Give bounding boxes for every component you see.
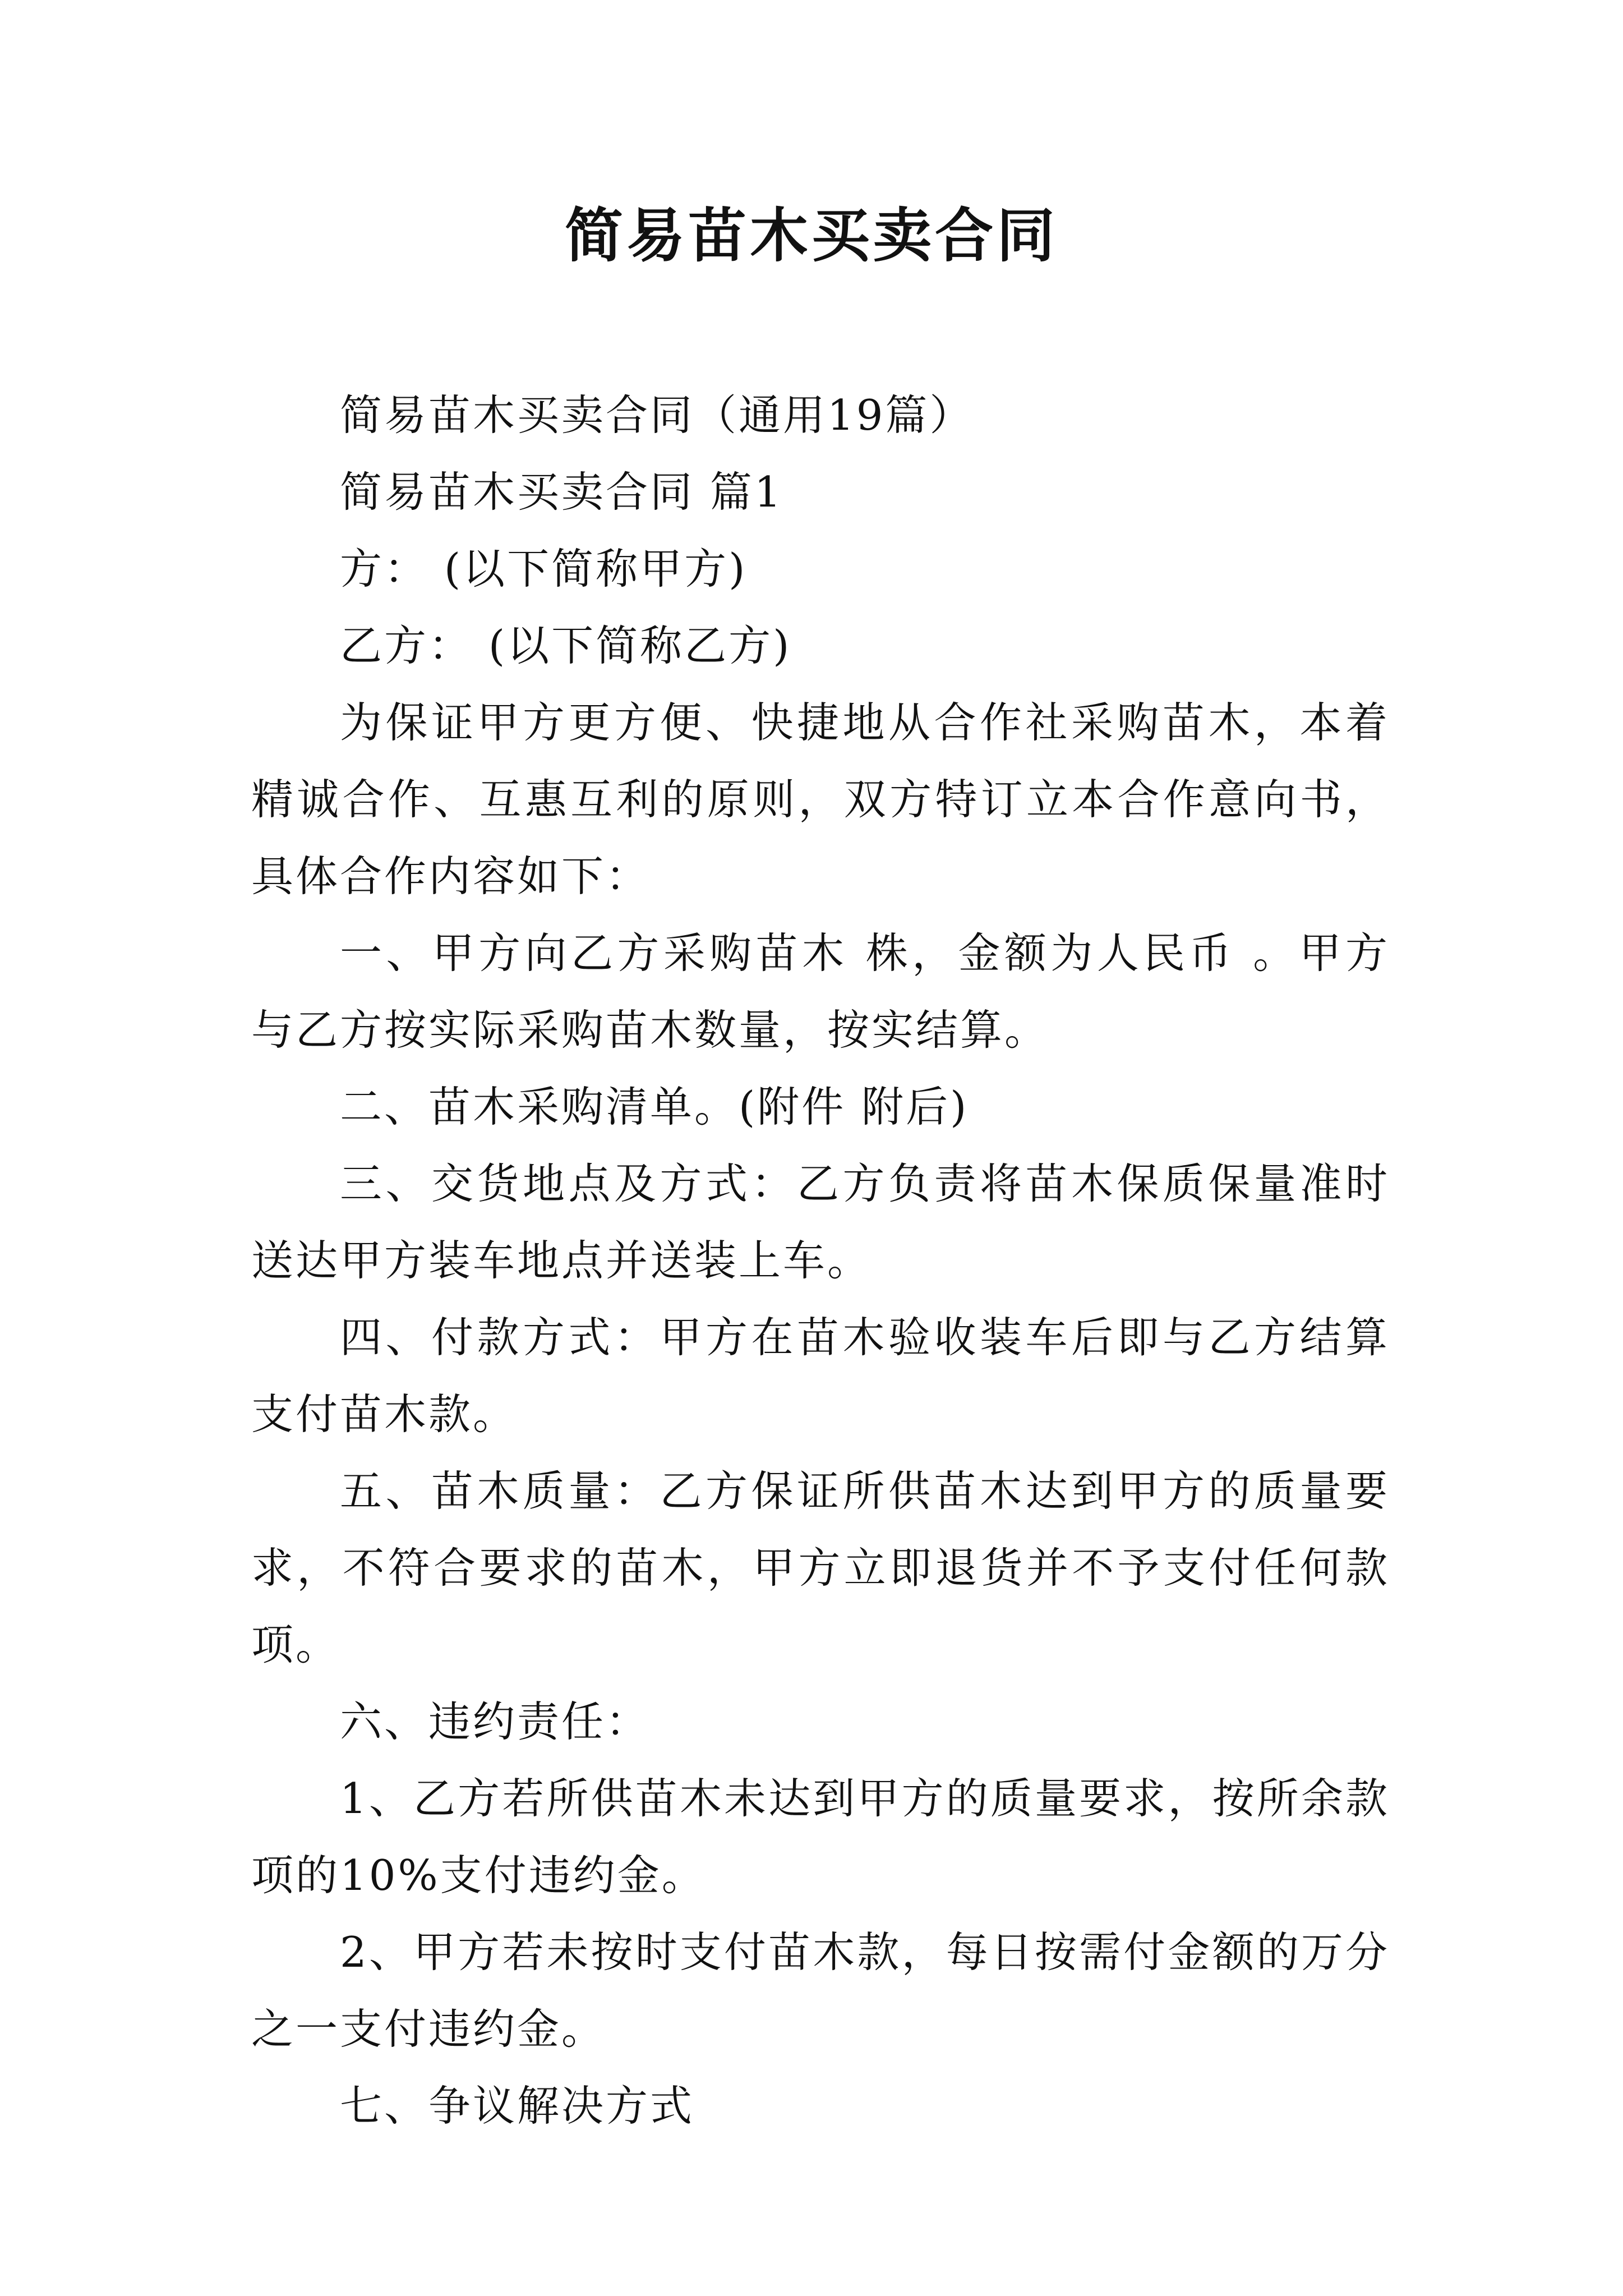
clause-6-heading: 六、违约责任： bbox=[340, 1697, 651, 1746]
clause-7-heading: 七、争议解决方式 bbox=[340, 2081, 695, 2131]
clause-6-item-1: 1、乙方若所供苗木未达到甲方的质量要求，按所余款项的10%支付违约金。 bbox=[251, 1774, 1390, 1900]
clause-5: 五、苗木质量：乙方保证所供苗木达到甲方的质量要求，不符合要求的苗木，甲方立即退货并不予支付任何款项。 bbox=[251, 1466, 1390, 1669]
clause-3: 三、交货地点及方式：乙方负责将苗木保质保量准时送达甲方装车地点并送装上车。 bbox=[251, 1159, 1390, 1285]
clause-6-item-2: 2、甲方若未按时支付苗木款，每日按需付金额的万分之一支付违约金。 bbox=[251, 1927, 1390, 2054]
subtitle-paragraph: 简易苗木买卖合同（通用19篇） bbox=[340, 390, 974, 440]
clause-2: 二、苗木采购清单。(附件 附后) bbox=[340, 1082, 969, 1131]
clause-1: 一、甲方向乙方采购苗木 株，金额为人民币 。甲方与乙方按实际采购苗木数量，按实结算。 bbox=[251, 928, 1390, 1055]
party-a-line: 方： (以下简称甲方) bbox=[340, 544, 748, 593]
clause-4: 四、付款方式：甲方在苗木验收装车后即与乙方结算支付苗木款。 bbox=[251, 1313, 1390, 1439]
party-b-line: 乙方： (以下简称乙方) bbox=[340, 621, 792, 670]
document-title: 简易苗木买卖合同 bbox=[564, 201, 1058, 270]
section-heading: 简易苗木买卖合同 篇1 bbox=[340, 467, 783, 517]
document-body bbox=[251, 377, 1390, 2145]
intro-paragraph: 为保证甲方更方便、快捷地从合作社采购苗木，本着精诚合作、互惠互利的原则，双方特订立本合作意向书，具体合作内容如下： bbox=[251, 698, 1390, 901]
